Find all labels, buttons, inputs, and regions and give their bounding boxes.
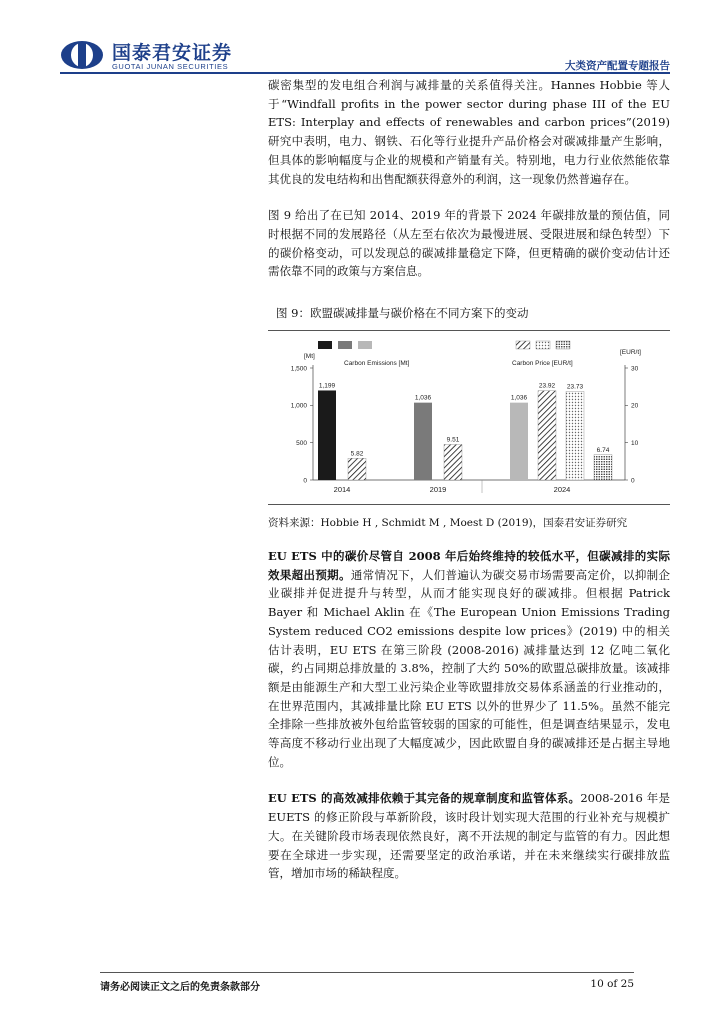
left-tick-label: 1,000: [290, 402, 307, 410]
page-number: 10 of 25: [590, 978, 634, 990]
emission-value-label: 1,199: [318, 382, 336, 390]
legend-swatch-black: [318, 341, 332, 349]
paragraph-3-body: 通常情况下，人们普遍认为碳交易市场需要高定价，以抑制企业碳排并促进提升与转型，从而才能实现良好的碳减排。但根据 Patrick Bayer 和 Michael Aklin 在《The European Union Emissions Trading System reduced CO2 emissions despite low prices》(2019) 中的相关估计表明，EU ETS 在第三阶段 (2008-2016) 减排量达到 12 亿吨二氧化碳，约占同期总排放量的 3.8%，控制了大约 50%的欧盟总碳排放量。该减排额是由能源生产和大型工业污染企业等欧盟排放交易体系涵盖的行业推动的，在世界范围内，其减排量比除 EU ETS 以外的世界少了 11.5%。虽然不能完全排除一些排放被外包给监管较弱的国家的可能性，但是调查结果显示，发电等高度不移动行业出现了大幅度减少，因此欧盟自身的碳减排还是占据主导地位。: [268, 567, 671, 769]
left-tick-label: 1,500: [290, 365, 307, 373]
paragraph-1: 碳密集型的发电组合利润与减排量的关系值得关注。Hannes Hobbie 等人于“Windfall profits in the power sector during phase III of the EU ETS: Interplay and effects of renewables and carbon prices”(2019) 研究中表明，电力、钢铁、石化等行业提升产品价格会对碳减排量产生影响，但具体的影响幅度与企业的规模和产销量有关。特别地，电力行业依然能依靠其优良的发电结构和出售配额获得意外的利润，这一现象仍然普遍存在。: [268, 78, 670, 186]
emission-value-label: 1,036: [510, 394, 528, 402]
legend-price-label: Carbon Price [EUR/t]: [512, 360, 573, 367]
price-value-label: 23.73: [566, 383, 584, 391]
left-axis-unit: [Mt]: [304, 353, 315, 360]
brand-name-english: GUOTAI JUNAN SECURITIES: [112, 62, 229, 71]
legend-swatch-dense: [556, 341, 570, 349]
page-footer: [100, 978, 634, 998]
paragraph-4-body: 2008-2016 年是 EUETS 的修正阶段与革新阶段，该时段计划实现大范围的行业补充与规模扩大。在关键阶段市场表现依然良好，离不开法规的制定与监管的有力。因此想要在全球进一步实现，还需要坚定的政治承诺，并在未来继续实行碳排放监管，增加市场的稀缺程度。: [268, 791, 670, 881]
brand-name: 国泰君安证券: [112, 42, 233, 64]
emission-value-label: 1,036: [414, 394, 432, 402]
right-tick-label: 0: [631, 477, 635, 485]
price-bar: [348, 458, 366, 480]
x-category-label: 2014: [333, 485, 351, 494]
disclaimer: 请务必阅读正文之后的免责条款部分: [100, 982, 260, 993]
x-category-label: 2019: [429, 485, 447, 494]
price-value-label: 6.74: [596, 446, 610, 454]
report-type: 大类资产配置专题报告: [565, 60, 670, 72]
figure-top-rule: [268, 330, 670, 331]
emissions-price-chart: [268, 338, 670, 502]
emission-bar: [414, 403, 432, 480]
price-bar: [444, 444, 462, 480]
paragraph-3-lead: EU ETS 中的碳价尽管自 2008 年后始终维持的较低水平，但碳减排的实际效果超出预期。: [268, 549, 670, 582]
left-tick-label: 500: [296, 439, 307, 447]
right-tick-label: 20: [631, 402, 639, 410]
right-axis-unit: [EUR/t]: [620, 349, 641, 356]
paragraph-4-lead: EU ETS 的高效减排依赖于其完备的规章制度和监管体系。: [268, 791, 581, 806]
figure-bottom-rule: [268, 504, 670, 505]
legend-swatch-hatch: [516, 341, 530, 349]
price-bar: [538, 391, 556, 480]
price-value-label: 5.82: [350, 450, 364, 458]
legend-swatch-dots: [536, 341, 550, 349]
right-tick-label: 10: [631, 439, 639, 447]
price-value-label: 23.92: [538, 382, 556, 390]
right-tick-label: 30: [631, 365, 639, 373]
paragraph-3: [268, 547, 670, 771]
figure-source: 资料来源：Hobbie H , Schmidt M , Moest D (2019)，国泰君安证券研究: [268, 517, 628, 530]
legend-swatch-light: [358, 341, 372, 349]
figure-title: 图 9：欧盟碳减排量与碳价格在不同方案下的变动: [276, 306, 529, 321]
paragraph-2: 图 9 给出了在已知 2014、2019 年的背景下 2024 年碳排放量的预估值，同时根据不同的发展路径（从左至右依次为最慢进展、受限进展和绿色转型）下的碳价格变动，可以发现总的碳减排量稳定下降，但更精确的碳价变动估计还需依靠不同的政策与方案信息。: [268, 208, 670, 279]
footer-divider: [100, 972, 634, 973]
paragraph-4: [268, 789, 670, 883]
legend-emissions-label: Carbon Emissions [Mt]: [344, 360, 410, 367]
guotai-junan-logo-icon: [60, 40, 104, 70]
x-category-label: 2024: [553, 485, 571, 494]
price-bar: [594, 455, 612, 480]
emission-bar: [510, 403, 528, 480]
emission-bar: [318, 390, 336, 480]
legend-swatch-grey: [338, 341, 352, 349]
header-divider: [60, 72, 670, 74]
left-tick-label: 0: [303, 477, 307, 485]
price-value-label: 9.51: [446, 436, 460, 444]
price-bar: [566, 391, 584, 480]
